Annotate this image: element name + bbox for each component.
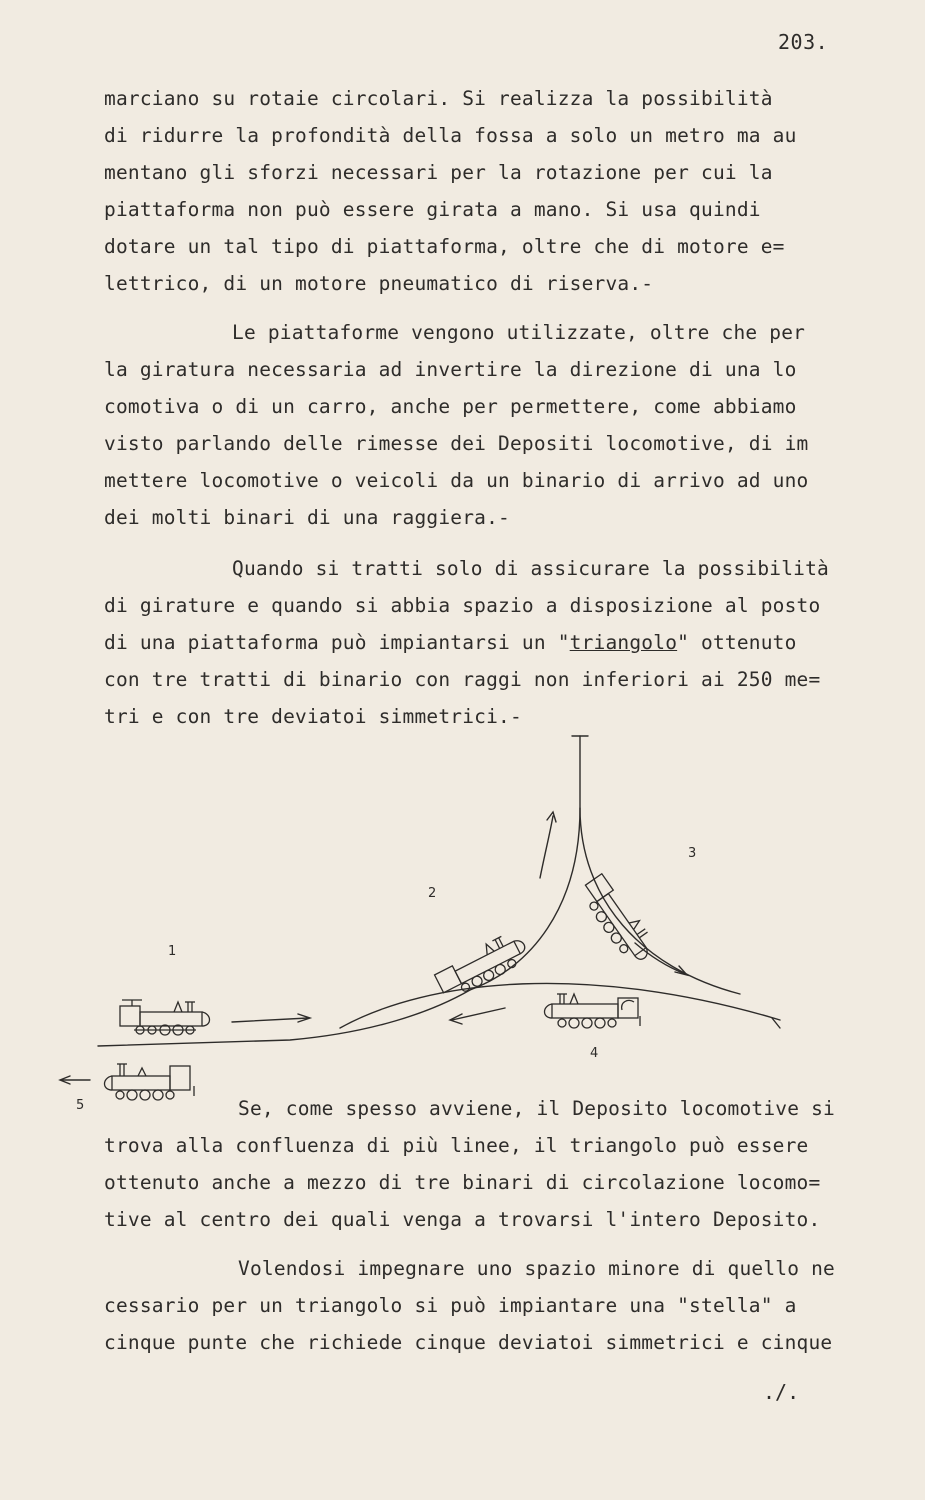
text-line: trova alla confluenza di più linee, il triangolo può essere [104,1134,809,1157]
underlined-term: triangolo [569,631,678,654]
arrow-right-icon [232,1018,308,1022]
text-line: visto parlando delle rimesse dei Depositi locomotive, di im [104,432,809,455]
text-line: piattaforma non può essere girata a mano. Si usa quindi [104,198,761,221]
figure-label-3: 3 [688,846,697,861]
diagram-svg [50,728,810,1128]
text-line: Le piattaforme vengono utilizzate, oltre che per [232,321,806,344]
text-fragment: di una piattaforma può impiantarsi un " [104,631,570,654]
triangle-track-diagram [50,728,810,1128]
text-line: Se, come spesso avviene, il Deposito locomotive si [238,1097,835,1120]
locomotive-4-icon [545,994,641,1028]
text-line: con tre tratti di binario con raggi non inferiori ai 250 me= [104,668,821,691]
figure-label-1: 1 [168,944,177,959]
continuation-mark: ./. [763,1380,800,1404]
figure-label-5: 5 [76,1098,85,1113]
text-line: comotiva o di un carro, anche per permettere, come abbiamo [104,395,797,418]
paragraph-1 [104,80,904,302]
arrow-left-icon [452,1008,505,1020]
arrow-up-icon [540,816,553,878]
page-number: 203. [778,30,829,54]
text-line: ottenuto anche a mezzo di tre binari di circolazione locomo= [104,1171,821,1194]
paragraph-5 [104,1250,904,1361]
text-line: di girature e quando si abbia spazio a disposizione al posto [104,594,821,617]
text-line: dei molti binari di una raggiera.- [104,506,510,529]
text-line: marciano su rotaie circolari. Si realizza la possibilità [104,87,773,110]
figure-label-2: 2 [428,886,437,901]
text-fragment: " ottenuto [677,631,797,654]
text-line: cessario per un triangolo si può impiantare una "stella" a [104,1294,797,1317]
locomotive-1-icon [120,1000,210,1035]
locomotive-2-icon [433,929,532,1002]
paragraph-2 [104,314,904,536]
text-line: cinque punte che richiede cinque deviatoi simmetrici e cinque [104,1331,833,1354]
text-line: mettere locomotive o veicoli da un binario di arrivo ad uno [104,469,809,492]
text-line [104,624,904,661]
text-line: mentano gli sforzi necessari per la rotazione per cui la [104,161,773,184]
figure-label-4: 4 [590,1046,599,1061]
paragraph-4 [104,1090,904,1238]
text-line: Quando si tratti solo di assicurare la possibilità [232,557,829,580]
text-line: tive al centro dei quali venga a trovarsi l'intero Deposito. [104,1208,821,1231]
paragraph-3 [104,550,904,735]
track-base-curve [340,983,780,1028]
text-line: Volendosi impegnare uno spazio minore di quello ne [238,1257,835,1280]
text-line: tri e con tre deviatoi simmetrici.- [104,705,522,728]
track-east-curve [580,808,740,994]
text-line: la giratura necessaria ad invertire la direzione di una lo [104,358,797,381]
text-line: lettrico, di un motore pneumatico di riserva.- [104,272,654,295]
text-line: dotare un tal tipo di piattaforma, oltre che di motore e= [104,235,785,258]
text-line: di ridurre la profondità della fossa a solo un metro ma au [104,124,797,147]
